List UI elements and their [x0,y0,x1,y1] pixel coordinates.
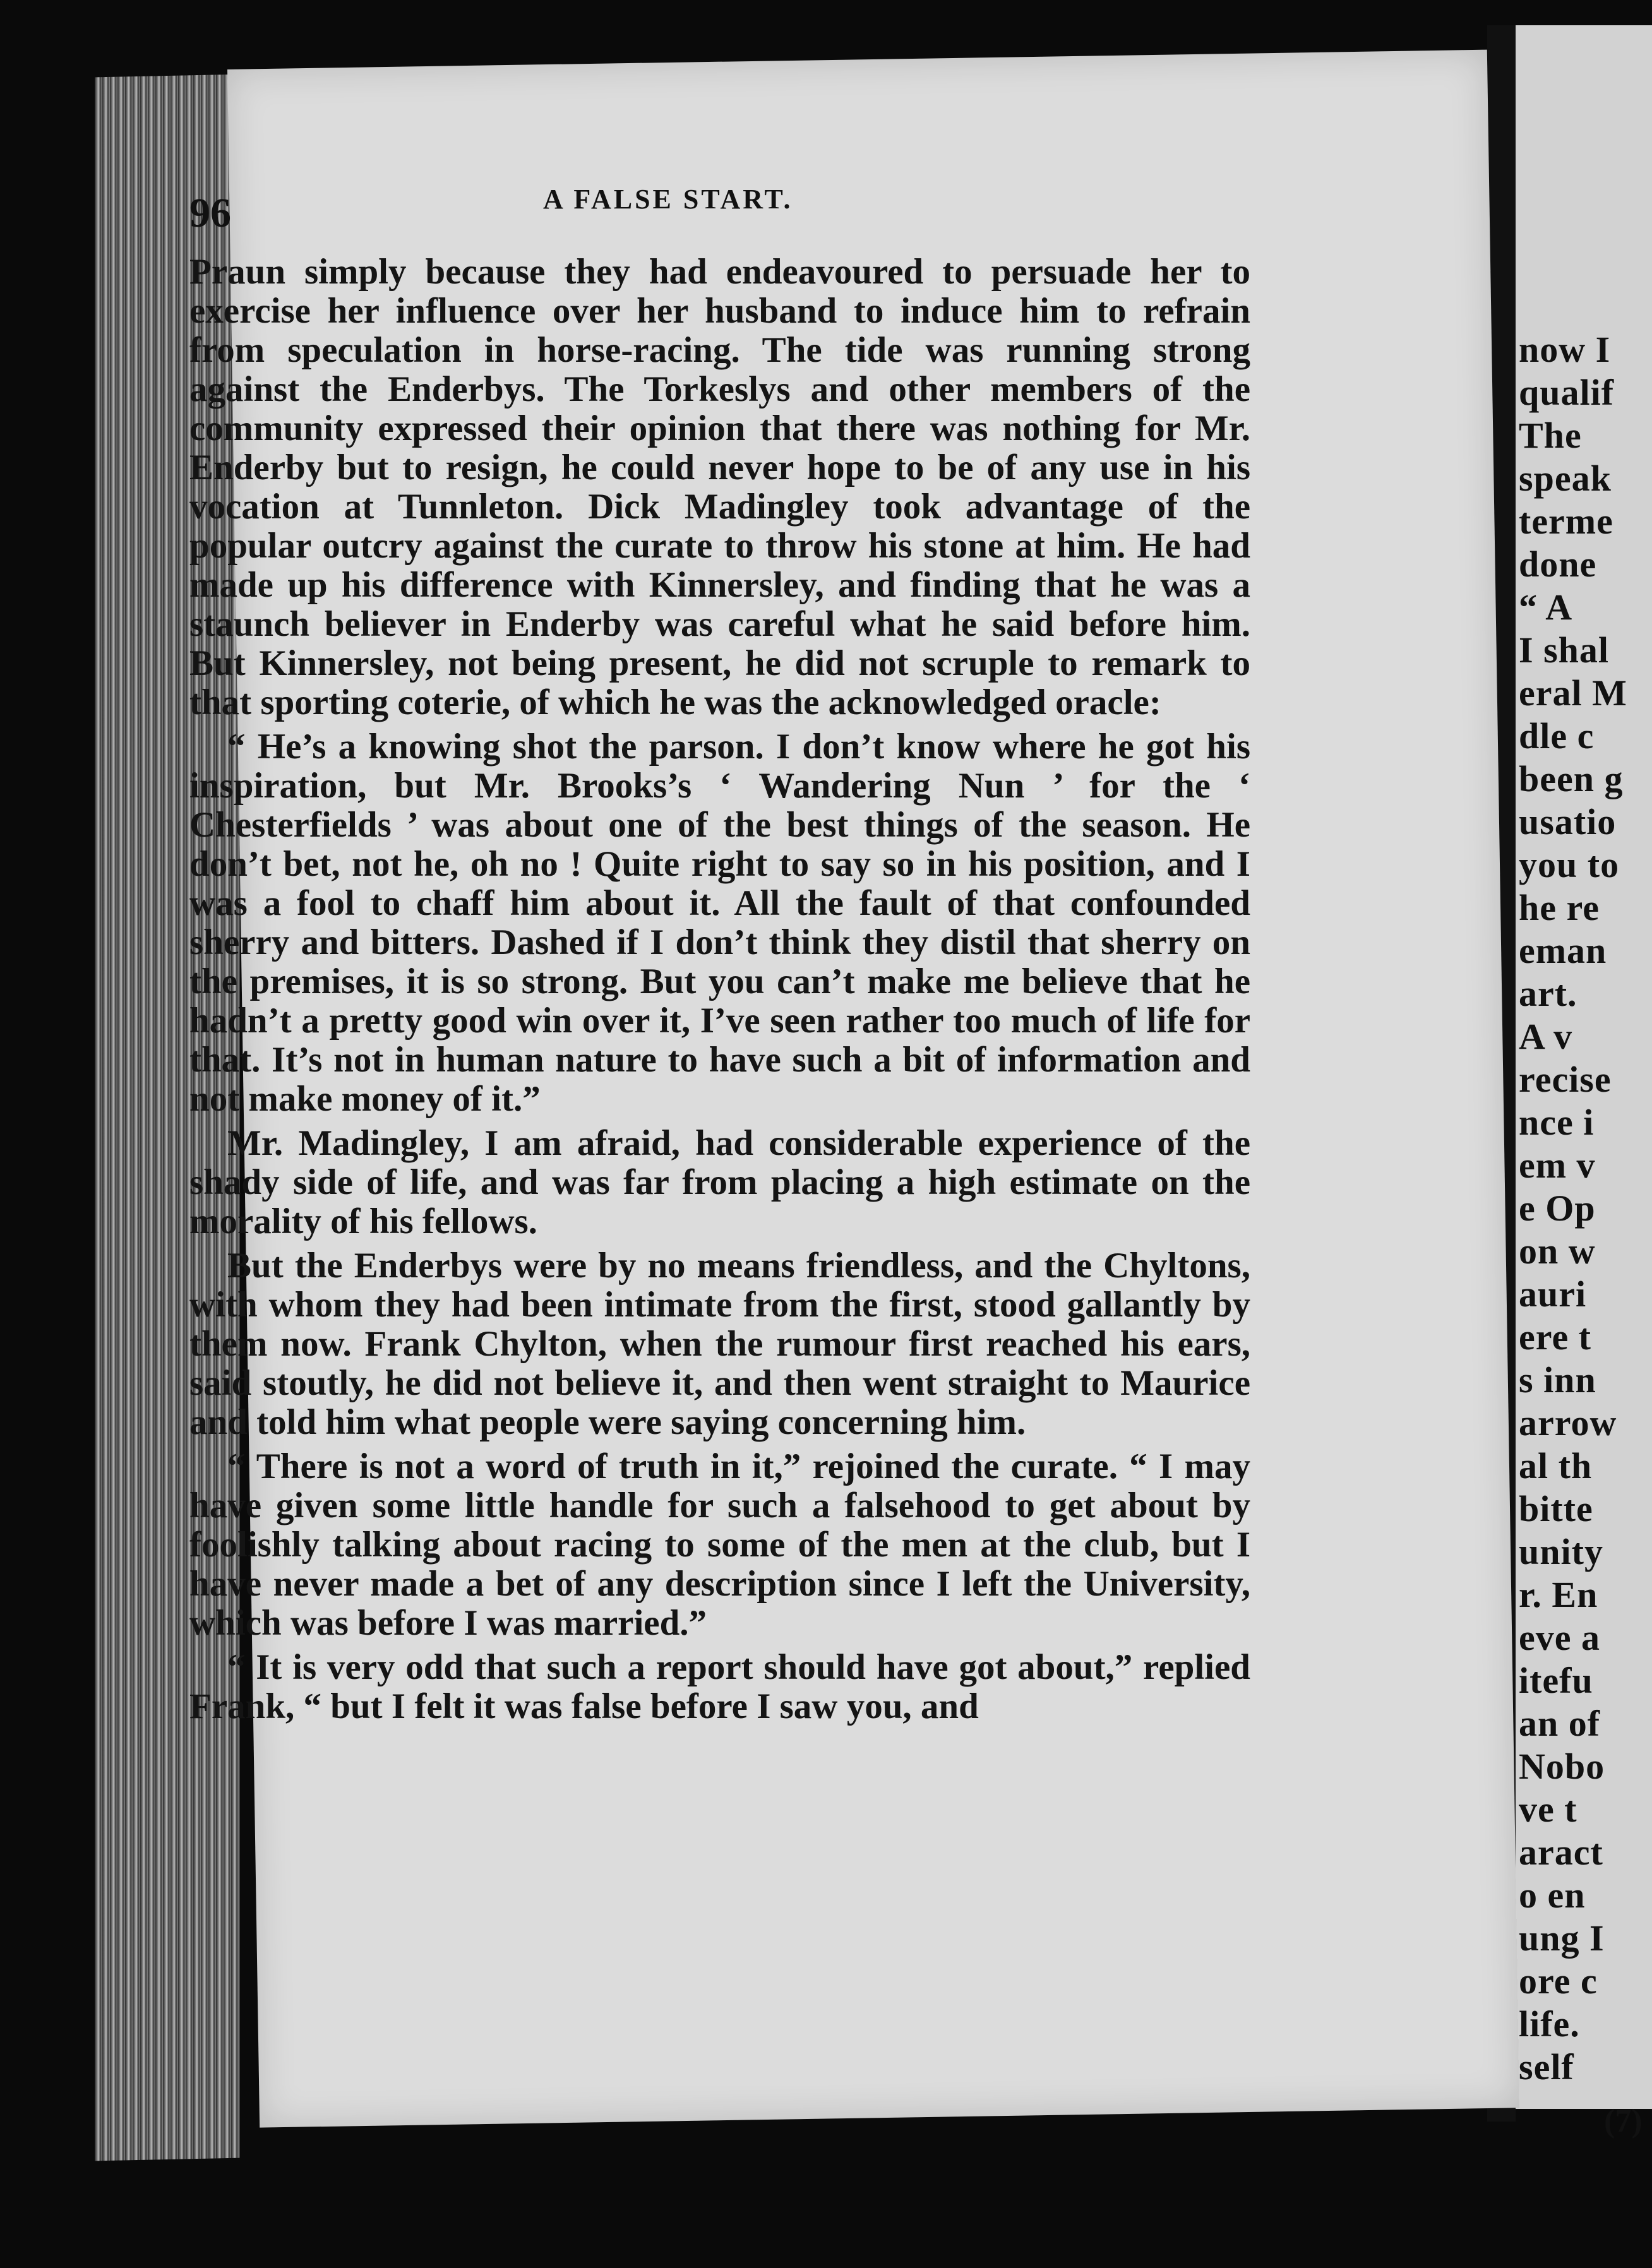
facing-page-line: ore c [1519,1961,1598,2002]
facing-page-line: aract [1519,1832,1603,1873]
facing-page-line: recise [1519,1059,1612,1100]
facing-page-line: ve t [1519,1789,1577,1830]
facing-page-line: auri [1519,1274,1587,1315]
facing-page [1512,25,1652,2109]
facing-page-line: A v [1519,1016,1573,1057]
facing-page-line: qualif [1519,372,1615,413]
facing-page-line: eral M [1519,672,1627,713]
facing-page-line: art. [1519,973,1577,1014]
facing-page-line: eve a [1519,1617,1600,1658]
facing-page-line: Nobo [1519,1746,1605,1787]
facing-page-line: on w [1519,1231,1596,1272]
facing-page-line: self [1519,2046,1574,2087]
paragraph: “ There is not a word of truth in it,” rejoined the curate. “ I may have given some little handle for such a falsehood to get about by foolishly talking about racing to some of the men at the club, but I have never made a bet of any description since I left the University, which was before I was married.” [189,1447,1250,1643]
facing-page-line: I shal [1519,630,1610,671]
facing-page-line: he re [1519,887,1600,928]
facing-page-line: arrow [1519,1402,1617,1443]
facing-page-line: e Op [1519,1188,1596,1229]
facing-page-line: ung I [1519,1918,1605,1959]
facing-page-line: bitte [1519,1488,1593,1529]
facing-page-line: eman [1519,930,1607,971]
signature-mark: (7) [1604,2103,1643,2139]
facing-page-line: usatio [1519,801,1617,842]
facing-page-line: dle c [1519,715,1595,756]
facing-page-line: nce i [1519,1102,1595,1143]
facing-page-line: r. En [1519,1574,1598,1615]
facing-page-line: now I [1519,329,1611,370]
facing-page-line: s inn [1519,1359,1596,1400]
facing-page-line: ere t [1519,1316,1591,1358]
paragraph: “ He’s a knowing shot the parson. I don’t know where he got his inspiration, but Mr. Brooks’s ‘ Wandering Nun ’ for the ‘ Chesterfields ’ was about one of the best things of the season. He don’t bet, not he, oh no ! Quite right to say so in his position, and I was a fool to chaff him about it. All the fault of that confounded sherry and bitters. Dashed if I don’t think they distil that sherry on the premises, it is so strong. But you can’t make me believe that he hadn’t a pretty good win over it, I’ve seen rather too much of life for that. It’s not in human nature to have such a bit of information and not make money of it.” [189,727,1250,1119]
facing-page-line: you to [1519,844,1620,885]
facing-page-line: unity [1519,1531,1603,1572]
running-title: A FALSE START. [543,184,793,215]
facing-page-line: al th [1519,1445,1593,1486]
paragraph: Mr. Madingley, I am afraid, had considerable experience of the shady side of life, and was far from placing a high estimate on the morality of his fellows. [189,1123,1250,1241]
facing-page-line: o en [1519,1875,1586,1916]
facing-page-line: terme [1519,501,1613,542]
paragraph: Praun simply because they had endeavoured to persuade her to exercise her influence over her husband to induce him to refrain from speculation in horse-racing. The tide was running strong against the Enderbys. The Torkeslys and other members of the community expressed their opinion that there was nothing for Mr. Enderby but to resign, he could never hope to be of any use in his vocation at Tunnleton. Dick Madingley took advantage of the popular outcry against the curate to throw his stone at him. He had made up his difference with Kinnersley, and finding that he was a staunch believer in Enderby was careful what he said before him. But Kinnersley, not being present, he did not scruple to remark to that sporting coterie, of which he was the acknowledged oracle: [189,252,1250,722]
facing-page-line: life. [1519,2003,1580,2044]
facing-page-line: The [1519,415,1582,456]
paragraph: But the Enderbys were by no means friendless, and the Chyltons, with whom they had been intimate from the first, stood gallantly by them now. Frank Chylton, when the rumour first reached his ears, said stoutly, he did not believe it, and then went straight to Maurice and told him what people were saying concerning him. [189,1246,1250,1442]
facing-page-line: been g [1519,758,1624,799]
facing-page-line: itefu [1519,1660,1593,1701]
facing-page-line: an of [1519,1703,1601,1744]
page-number: 96 [189,190,231,236]
facing-page-line: done [1519,544,1597,585]
facing-page-line: em v [1519,1145,1596,1186]
page-body [189,253,1250,1726]
facing-page-line: speak [1519,458,1612,499]
paragraph: “ It is very odd that such a report should have got about,” replied Frank, “ but I felt it was false before I saw you, and [189,1647,1250,1726]
facing-page-line: “ A [1519,587,1573,628]
